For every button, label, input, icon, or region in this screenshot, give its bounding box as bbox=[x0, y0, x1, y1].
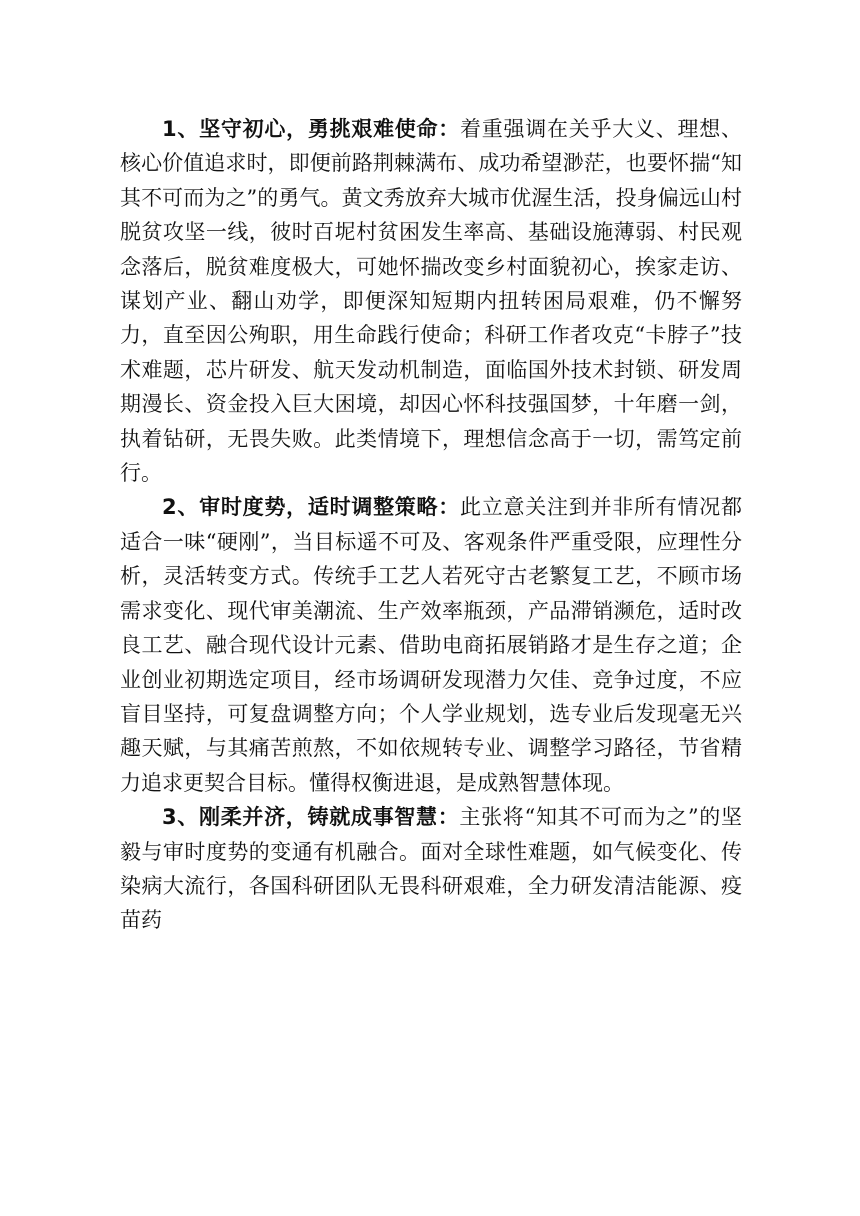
paragraph-heading: 3、刚柔并济，铸就成事智慧： bbox=[162, 805, 460, 830]
paragraph-1 bbox=[120, 112, 742, 490]
paragraph-body: 主张将“知其不可而为之”的坚毅与审时度势的变通有机融合。面对全球性难题，如气候变化、传染病大流行，各国科研团队无畏科研艰难，全力研发清洁能源、疫苗药 bbox=[120, 805, 742, 933]
document-page bbox=[120, 112, 742, 938]
paragraph-heading: 2、审时度势，适时调整策略： bbox=[162, 495, 461, 520]
paragraph-body: 着重强调在关乎大义、理想、核心价值追求时，即便前路荆棘满布、成功希望渺茫，也要怀揣“知其不可而为之”的勇气。黄文秀放弃大城市优渥生活，投身偏远山村脱贫攻坚一线，彼时百坭村贫困发生率高、基础设施薄弱、村民观念落后，脱贫难度极大，可她怀揣改变乡村面貌初心，挨家走访、谋划产业、翻山劝学，即便深知短期内扭转困局艰难，仍不懈努力，直至因公殉职，用生命践行使命；科研工作者攻克“卡脖子”技术难题，芯片研发、航天发动机制造，面临国外技术封锁、研发周期漫长、资金投入巨大困境，却因心怀科技强国梦，十年磨一剑，执着钻研，无畏失败。此类情境下，理想信念高于一切，需笃定前行。 bbox=[120, 117, 742, 486]
paragraph-3 bbox=[120, 800, 742, 938]
paragraph-heading: 1、坚守初心，勇挑艰难使命： bbox=[162, 117, 461, 141]
paragraph-body: 此立意关注到并非所有情况都适合一味“硬刚”，当目标遥不可及、客观条件严重受限，应理性分析，灵活转变方式。传统手工艺人若死守古老繁复工艺，不顾市场需求变化、现代审美潮流、生产效率瓶颈，产品滞销濒危，适时改良工艺、融合现代设计元素、借助电商拓展销路才是生存之道；企业创业初期选定项目，经市场调研发现潜力欠佳、竞争过度，不应盲目坚持，可复盘调整方向；个人学业规划，选专业后发现毫无兴趣天赋，与其痛苦煎熬，不如依规转专业、调整学习路径，节省精力追求更契合目标。懂得权衡进退，是成熟智慧体现。 bbox=[120, 495, 742, 795]
paragraph-2 bbox=[120, 490, 742, 800]
